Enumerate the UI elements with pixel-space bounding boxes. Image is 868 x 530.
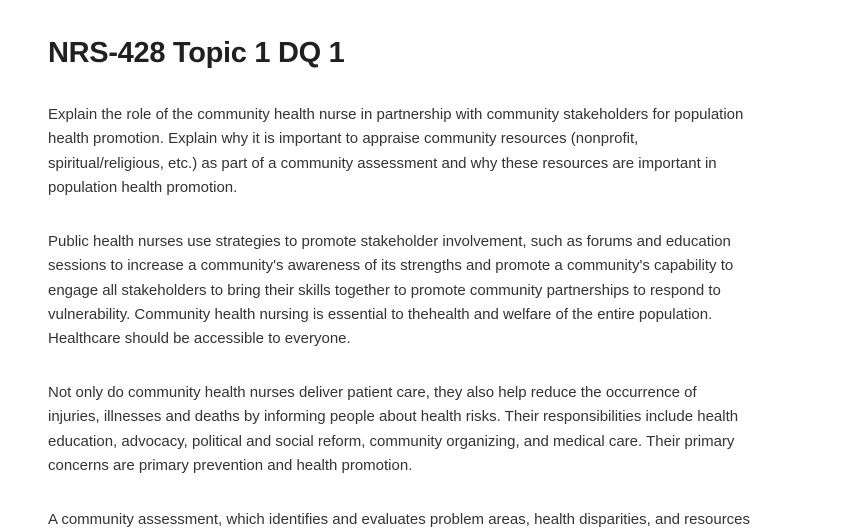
paragraph-3 (48, 381, 823, 478)
paragraph-line: population health promotion. (48, 178, 238, 196)
paragraph-4 (48, 508, 823, 530)
paragraph-line: concerns are primary prevention and health promotion. (48, 456, 413, 474)
paragraph-line: Healthcare should be accessible to everyone. (48, 330, 351, 348)
paragraph-line: injuries, illnesses and deaths by informing people about health risks. Their responsibilities include health (48, 408, 739, 426)
paragraph-line: engage all stakeholders to bring their skills together to promote community partnerships to respond to (48, 281, 721, 299)
page-title: NRS-428 Topic 1 DQ 1 (48, 37, 345, 69)
paragraph-line: Public health nurses use strategies to promote stakeholder involvement, such as forums and education (48, 233, 731, 250)
paragraph-line: education, advocacy, political and social reform, community organizing, and medical care. Their primary (48, 432, 735, 450)
paragraph-line: Explain the role of the community health nurse in partnership with community stakeholders for population (48, 106, 744, 123)
paragraph-line: sessions to increase a community's awareness of its strengths and promote a community's capability to (48, 257, 734, 275)
paragraph-line: A community assessment, which identifies and evaluates problem areas, health disparities, and resources (48, 511, 751, 528)
paragraph-1 (48, 103, 823, 200)
paragraph-2 (48, 230, 823, 351)
paragraph-line: health promotion. Explain why it is important to appraise community resources (nonprofit, (48, 130, 639, 148)
paragraph-line: spiritual/religious, etc.) as part of a community assessment and why these resources are important in (48, 154, 717, 172)
paragraph-line: Not only do community health nurses deliver patient care, they also help reduce the occurrence of (48, 384, 697, 401)
paragraph-line: vulnerability. Community health nursing is essential to thehealth and welfare of the entire population. (48, 305, 713, 323)
